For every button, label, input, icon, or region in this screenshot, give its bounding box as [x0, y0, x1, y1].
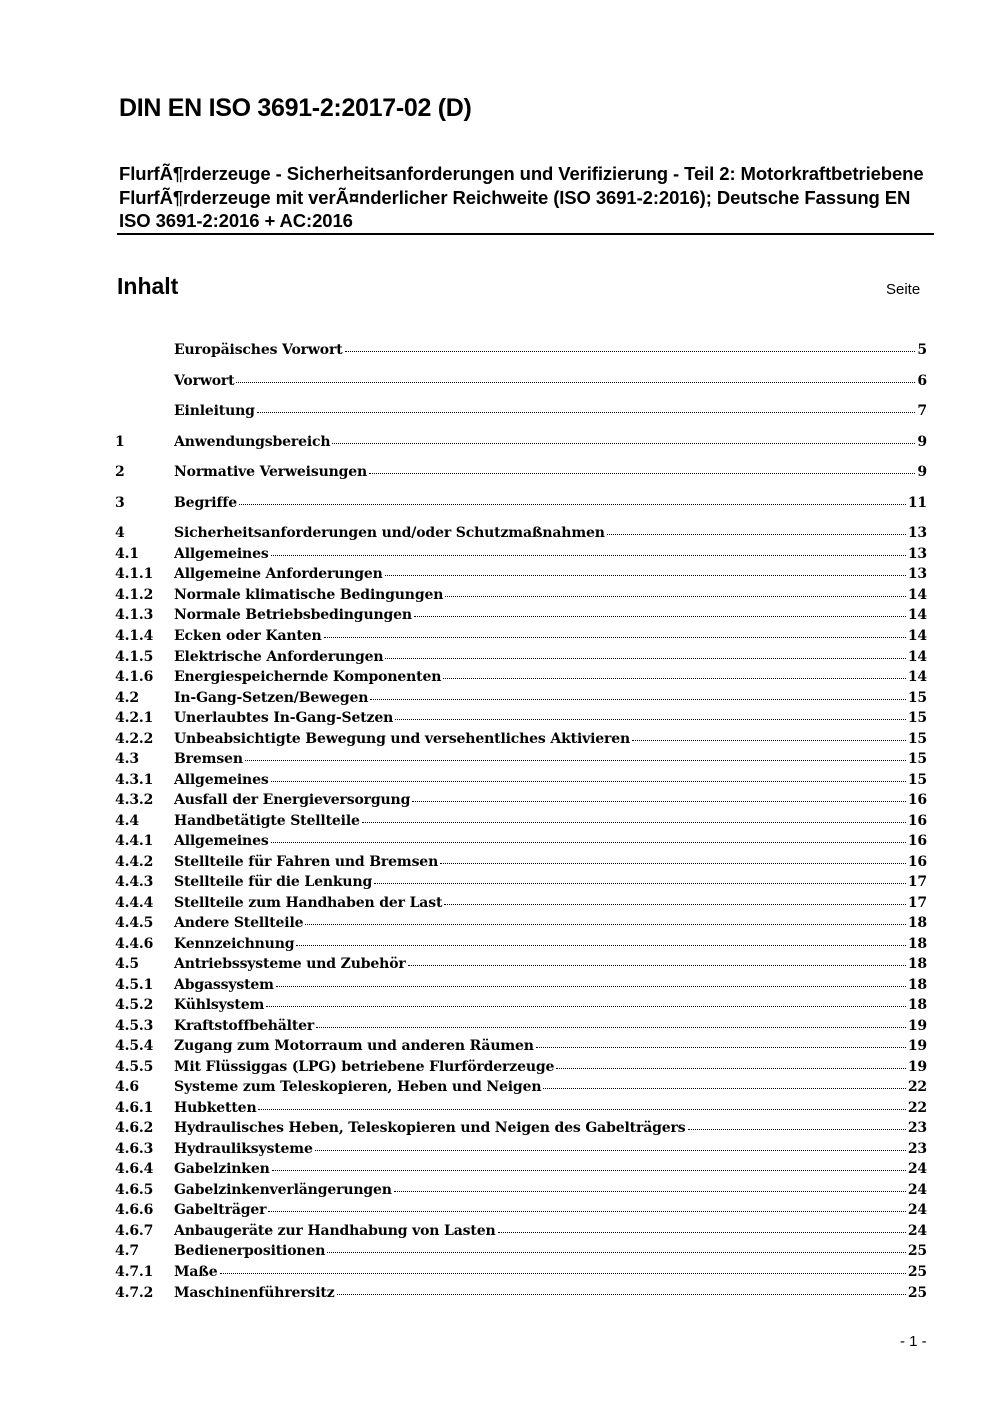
toc-dot-leader — [385, 574, 906, 576]
toc-entry-page: 13 — [907, 546, 927, 562]
toc-entry-page: 25 — [907, 1243, 927, 1259]
toc-entry[interactable] — [115, 566, 927, 586]
toc-dot-leader — [324, 636, 906, 638]
toc-entry-page: 16 — [907, 854, 927, 870]
toc-entry-title: Allgemeine Anforderungen — [174, 566, 383, 582]
toc-entry-title: Unbeabsichtigte Bewegung und versehentliches Aktivieren — [174, 731, 631, 747]
toc-entry-title: Hydraulisches Heben, Teleskopieren und Neigen des Gabelträgers — [174, 1120, 686, 1136]
toc-entry-page: 24 — [907, 1161, 927, 1177]
toc-dot-leader — [369, 472, 915, 474]
toc-entry[interactable] — [115, 813, 927, 833]
toc-entry-title: Normale klimatische Bedingungen — [174, 587, 444, 603]
toc-entry[interactable] — [115, 342, 927, 362]
toc-entry-page: 18 — [907, 915, 927, 931]
toc-entry-page: 18 — [907, 936, 927, 952]
toc-dot-leader — [268, 1210, 905, 1212]
toc-dot-leader — [374, 882, 906, 884]
toc-entry[interactable] — [115, 710, 927, 730]
toc-dot-leader — [239, 503, 906, 505]
toc-entry-page: 18 — [907, 977, 927, 993]
toc-entry-title: Kennzeichnung — [174, 936, 295, 952]
toc-entry-page: 25 — [907, 1264, 927, 1280]
toc-entry-title: Anwendungsbereich — [174, 434, 331, 450]
toc-entry-title: Zugang zum Motorraum und anderen Räumen — [174, 1038, 534, 1054]
toc-entry-page: 15 — [907, 710, 927, 726]
toc-entry[interactable] — [115, 1285, 927, 1305]
toc-entry-number: 1 — [115, 434, 125, 450]
toc-entry-page: 11 — [907, 495, 927, 511]
toc-entry[interactable] — [115, 690, 927, 710]
toc-entry[interactable] — [115, 669, 927, 689]
toc-entry-number: 4.4.1 — [115, 833, 154, 849]
toc-dot-leader — [607, 533, 906, 535]
toc-entry-title: Allgemeines — [174, 546, 269, 562]
document-title: FlurfÃ¶rderzeuge - Sicherheitsanforderungen und Verifizierung - Teil 2: Motorkraftbetriebene FlurfÃ¶rderzeuge mit verÃ¤nderlicher Reichweite (ISO 3691-2:2016); Deutsche Fassung EN ISO 3691-2:2016 + AC:2016 — [119, 163, 924, 231]
toc-entry-title: Bremsen — [174, 751, 243, 767]
toc-entry[interactable] — [115, 772, 927, 792]
toc-entry[interactable] — [115, 1161, 927, 1181]
toc-entry-page: 22 — [907, 1079, 927, 1095]
toc-entry-page: 15 — [907, 690, 927, 706]
toc-entry-number: 4.3 — [115, 751, 139, 767]
toc-entry-page: 7 — [917, 403, 927, 419]
toc-entry-number: 4.5.4 — [115, 1038, 154, 1054]
toc-entry-page: 14 — [907, 607, 927, 623]
toc-entry-number: 4.4.5 — [115, 915, 154, 931]
toc-entry-title: Allgemeines — [174, 772, 269, 788]
toc-entry-title: Hubketten — [174, 1100, 257, 1116]
toc-entry-title: Kühlsystem — [174, 997, 265, 1013]
toc-entry-page: 24 — [907, 1223, 927, 1239]
toc-entry[interactable] — [115, 997, 927, 1017]
toc-dot-leader — [258, 1108, 905, 1110]
toc-entry-number: 4.3.1 — [115, 772, 154, 788]
toc-entry-number: 4.4.6 — [115, 936, 154, 952]
toc-entry-page: 15 — [907, 772, 927, 788]
toc-dot-leader — [632, 739, 906, 741]
toc-entry[interactable] — [115, 403, 927, 423]
toc-entry-title: Europäisches Vorwort — [174, 342, 343, 358]
toc-dot-leader — [414, 615, 906, 617]
toc-entry-title: Ausfall der Energieversorgung — [174, 792, 411, 808]
toc-entry-title: In-Gang-Setzen/Bewegen — [174, 690, 369, 706]
toc-entry[interactable] — [115, 977, 927, 997]
toc-entry-number: 4.2 — [115, 690, 139, 706]
toc-entry-page: 19 — [907, 1038, 927, 1054]
toc-dot-leader — [536, 1046, 906, 1048]
toc-entry-title: Energiespeichernde Komponenten — [174, 669, 442, 685]
toc-entry-title: Vorwort — [174, 373, 235, 389]
toc-dot-leader — [327, 1251, 906, 1253]
toc-entry-page: 18 — [907, 997, 927, 1013]
toc-entry-page: 9 — [917, 434, 927, 450]
toc-entry[interactable] — [115, 495, 927, 515]
toc-entry[interactable] — [115, 546, 927, 566]
toc-entry-number: 4.6.2 — [115, 1120, 154, 1136]
toc-entry-number: 4.1.5 — [115, 649, 154, 665]
toc-dot-leader — [337, 1293, 906, 1295]
toc-entry[interactable] — [115, 525, 927, 545]
toc-entry-title: Bedienerpositionen — [174, 1243, 326, 1259]
toc-dot-leader — [271, 841, 906, 843]
toc-entry-number: 4.6.6 — [115, 1202, 154, 1218]
toc-entry-title: Unerlaubtes In-Gang-Setzen — [174, 710, 394, 726]
toc-entry-number: 4.4.2 — [115, 854, 154, 870]
toc-entry-title: Stellteile für Fahren und Bremsen — [174, 854, 439, 870]
toc-entry[interactable] — [115, 649, 927, 669]
toc-dot-leader — [332, 442, 915, 444]
toc-dot-leader — [370, 698, 906, 700]
toc-entry-number: 4.2.1 — [115, 710, 154, 726]
toc-dot-leader — [385, 657, 905, 659]
toc-dot-leader — [266, 1005, 906, 1007]
toc-entry-number: 4.1.3 — [115, 607, 154, 623]
toc-entry[interactable] — [115, 731, 927, 751]
toc-entry-page: 25 — [907, 1285, 927, 1301]
toc-entry-number: 4.6.3 — [115, 1141, 154, 1157]
toc-dot-leader — [394, 1190, 906, 1192]
toc-entry-page: 19 — [907, 1018, 927, 1034]
toc-entry-number: 4.5.3 — [115, 1018, 154, 1034]
toc-entry-number: 4.1.2 — [115, 587, 154, 603]
toc-entry[interactable] — [115, 874, 927, 894]
toc-entry[interactable] — [115, 1018, 927, 1038]
toc-entry[interactable] — [115, 751, 927, 771]
toc-dot-leader — [412, 800, 906, 802]
toc-entry-page: 14 — [907, 669, 927, 685]
toc-entry-page: 15 — [907, 751, 927, 767]
toc-entry[interactable] — [115, 833, 927, 853]
toc-entry-title: Andere Stellteile — [174, 915, 304, 931]
toc-entry[interactable] — [115, 464, 927, 484]
page-number: - 1 - — [900, 1333, 927, 1350]
toc-entry[interactable] — [115, 607, 927, 627]
toc-dot-leader — [315, 1149, 906, 1151]
toc-entry-number: 4.7.1 — [115, 1264, 154, 1280]
toc-entry-title: Systeme zum Teleskopieren, Heben und Neigen — [174, 1079, 542, 1095]
toc-entry[interactable] — [115, 936, 927, 956]
toc-entry[interactable] — [115, 956, 927, 976]
toc-entry-page: 16 — [907, 813, 927, 829]
toc-entry-page: 19 — [907, 1059, 927, 1075]
toc-entry-title: Hydrauliksysteme — [174, 1141, 313, 1157]
toc-entry-page: 16 — [907, 833, 927, 849]
toc-entry-page: 6 — [917, 373, 927, 389]
toc-entry-title: Abgassystem — [174, 977, 274, 993]
toc-entry-number: 4.6.1 — [115, 1100, 154, 1116]
toc-entry[interactable] — [115, 1202, 927, 1222]
toc-dot-leader — [543, 1087, 905, 1089]
toc-entry[interactable] — [115, 1264, 927, 1284]
toc-entry[interactable] — [115, 1182, 927, 1202]
toc-entry-number: 4.6.5 — [115, 1182, 154, 1198]
toc-entry-number: 4.3.2 — [115, 792, 154, 808]
toc-dot-leader — [272, 1169, 906, 1171]
toc-entry-number: 4 — [115, 525, 125, 541]
toc-entry-title: Einleitung — [174, 403, 255, 419]
toc-entry-title: Gabelzinken — [174, 1161, 270, 1177]
toc-entry-page: 14 — [907, 587, 927, 603]
toc-entry[interactable] — [115, 1120, 927, 1140]
toc-entry-number: 4.5.2 — [115, 997, 154, 1013]
toc-entry-page: 16 — [907, 792, 927, 808]
toc-entry-title: Maße — [174, 1264, 218, 1280]
toc-dot-leader — [362, 821, 906, 823]
toc-entry-page: 15 — [907, 731, 927, 747]
toc-entry-title: Begriffe — [174, 495, 237, 511]
toc-dot-leader — [296, 944, 905, 946]
toc-heading: Inhalt — [117, 273, 179, 299]
toc-entry[interactable] — [115, 1100, 927, 1120]
toc-entry-title: Ecken oder Kanten — [174, 628, 322, 644]
toc-entry-page: 9 — [917, 464, 927, 480]
toc-entry-number: 4.5 — [115, 956, 139, 972]
toc-dot-leader — [316, 1026, 906, 1028]
toc-entry[interactable] — [115, 854, 927, 874]
document-number: DIN EN ISO 3691-2:2017-02 (D) — [119, 94, 472, 122]
toc-entry-page: 14 — [907, 649, 927, 665]
toc-dot-leader — [276, 985, 906, 987]
toc-dot-leader — [220, 1272, 906, 1274]
toc-entry[interactable] — [115, 915, 927, 935]
toc-dot-leader — [408, 964, 906, 966]
toc-entry-title: Stellteile für die Lenkung — [174, 874, 373, 890]
toc-dot-leader — [556, 1067, 906, 1069]
toc-entry-number: 4.7.2 — [115, 1285, 154, 1301]
toc-dot-leader — [305, 923, 905, 925]
toc-entry-page: 22 — [907, 1100, 927, 1116]
toc-entry-page: 13 — [907, 525, 927, 541]
toc-entry-title: Normale Betriebsbedingungen — [174, 607, 412, 623]
toc-entry[interactable] — [115, 1079, 927, 1099]
toc-entry-title: Gabelzinkenverlängerungen — [174, 1182, 392, 1198]
toc-entry[interactable] — [115, 895, 927, 915]
toc-entry-title: Sicherheitsanforderungen und/oder Schutzmaßnahmen — [174, 525, 605, 541]
toc-entry-title: Antriebssysteme und Zubehör — [174, 956, 406, 972]
toc-entry-page: 23 — [907, 1120, 927, 1136]
toc-entry-page: 23 — [907, 1141, 927, 1157]
toc-entry-number: 4.6.7 — [115, 1223, 154, 1239]
toc-entry-title: Stellteile zum Handhaben der Last — [174, 895, 443, 911]
toc-dot-leader — [395, 718, 906, 720]
toc-entry-number: 4.2.2 — [115, 731, 154, 747]
toc-entry-number: 4.4.4 — [115, 895, 154, 911]
toc-dot-leader — [443, 677, 906, 679]
toc-entry[interactable] — [115, 1038, 927, 1058]
toc-dot-leader — [271, 780, 906, 782]
toc-dot-leader — [688, 1128, 906, 1130]
toc-entry-number: 4.1.1 — [115, 566, 154, 582]
toc-dot-leader — [345, 350, 916, 352]
toc-entry[interactable] — [115, 1141, 927, 1161]
toc-entry[interactable] — [115, 1223, 927, 1243]
toc-entry-number: 4.5.1 — [115, 977, 154, 993]
toc-dot-leader — [444, 903, 906, 905]
toc-entry-page: 17 — [907, 895, 927, 911]
toc-entry-page: 14 — [907, 628, 927, 644]
toc-entry[interactable] — [115, 1243, 927, 1263]
toc-entry-number: 4.6.4 — [115, 1161, 154, 1177]
toc-entry-title: Elektrische Anforderungen — [174, 649, 384, 665]
toc-entry[interactable] — [115, 792, 927, 812]
toc-entry-page: 13 — [907, 566, 927, 582]
toc-entry-number: 4.5.5 — [115, 1059, 154, 1075]
toc-page-column-label: Seite — [886, 281, 921, 298]
toc-entry-title: Normative Verweisungen — [174, 464, 368, 480]
toc-entry-number: 4.1 — [115, 546, 139, 562]
toc-entry[interactable] — [115, 434, 927, 454]
toc-entry-page: 17 — [907, 874, 927, 890]
toc-entry-page: 5 — [917, 342, 927, 358]
toc-entry-title: Mit Flüssiggas (LPG) betriebene Flurförderzeuge — [174, 1059, 555, 1075]
toc-entry-title: Anbaugeräte zur Handhabung von Lasten — [174, 1223, 496, 1239]
toc-entry-number: 4.6 — [115, 1079, 139, 1095]
toc-entry-number: 4.1.4 — [115, 628, 154, 644]
toc-entry-title: Allgemeines — [174, 833, 269, 849]
toc-dot-leader — [440, 862, 906, 864]
toc-dot-leader — [245, 759, 906, 761]
toc-entry-title: Kraftstoffbehälter — [174, 1018, 315, 1034]
toc-entry-title: Handbetätigte Stellteile — [174, 813, 360, 829]
toc-dot-leader — [236, 381, 915, 383]
toc-dot-leader — [257, 411, 916, 413]
toc-dot-leader — [445, 595, 906, 597]
toc-entry-page: 18 — [907, 956, 927, 972]
toc-entry-number: 3 — [115, 495, 125, 511]
toc-entry-number: 4.1.6 — [115, 669, 154, 685]
toc-dot-leader — [271, 554, 906, 556]
toc-entry-number: 2 — [115, 464, 125, 480]
toc-dot-leader — [498, 1231, 906, 1233]
toc-entry[interactable] — [115, 373, 927, 393]
toc-entry-page: 24 — [907, 1202, 927, 1218]
toc-entry-page: 24 — [907, 1182, 927, 1198]
toc-entry-title: Maschinenführersitz — [174, 1285, 335, 1301]
toc-entry-number: 4.7 — [115, 1243, 139, 1259]
toc-entry-number: 4.4.3 — [115, 874, 154, 890]
toc-entry[interactable] — [115, 628, 927, 648]
toc-entry-number: 4.4 — [115, 813, 139, 829]
toc-entry[interactable] — [115, 1059, 927, 1079]
toc-entry-title: Gabelträger — [174, 1202, 267, 1218]
toc-entry[interactable] — [115, 587, 927, 607]
